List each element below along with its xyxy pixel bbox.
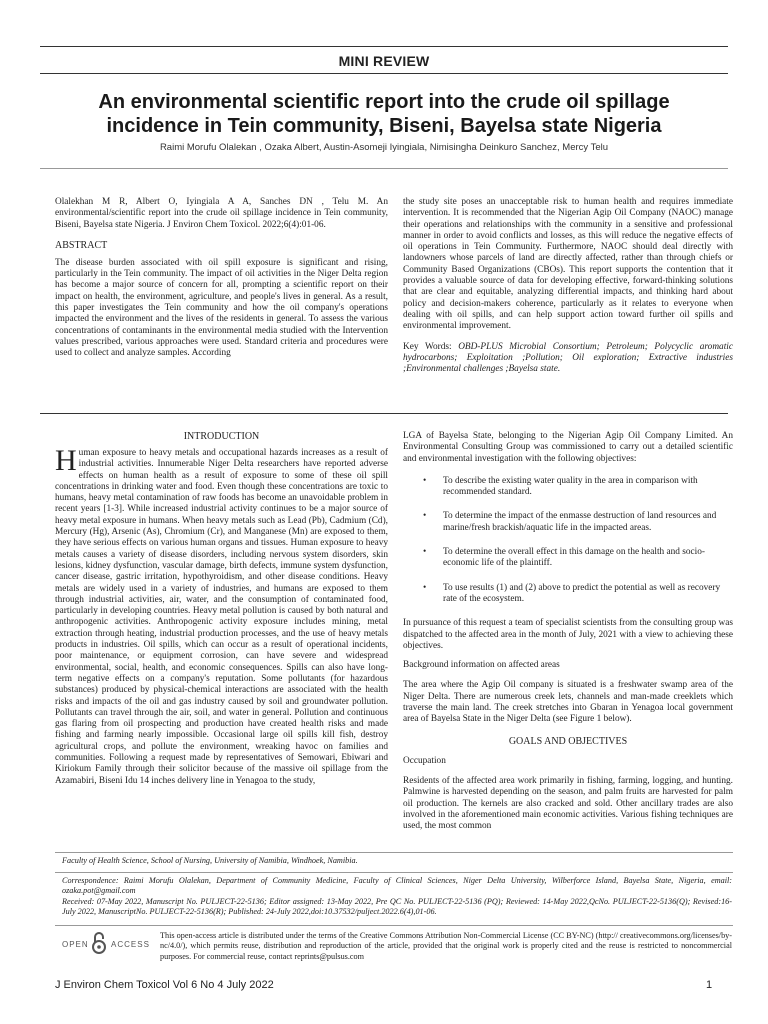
- occupation-text: Residents of the affected area work primarily in fishing, farming, logging, and hunting. Palmwine is harvested depending on the season, and palm fruits are harvested for palm oil production. The kernels are also cracked and sold. Other ancillary trades are also involved in the aforementioned main economic activities. Various fishing techniques are used, the most common: [403, 775, 733, 832]
- list-item: • To use results (1) and (2) above to predict the potential as well as recovery rate of the ecosystem.: [423, 582, 721, 604]
- intro-left-column: [55, 431, 388, 787]
- title-line-1: An environmental scientific report into the crude oil spillage: [98, 91, 670, 113]
- abstract-text: The disease burden associated with oil spill exposure is significant and rising, particularly in the Tein community. The impact of oil activities in the Niger Delta region has become a major source of concern for all, prompting a scientific report on their impact on health, the environment, agriculture, and people's lives in general. As a result, this paper investigates the Tein community and how the oil company's operations impacted the environment and the lives of the residents in general. To assess the various concentrations of contaminants in the environmental media studied with the Intervention values prescribed, various approaches were used. Standard criteria and procedures were used to collect and analyze samples. According: [55, 257, 388, 359]
- abstract-continued: the study site poses an unacceptable risk to human health and requires immediate intervention. It is recommended that the Nigerian Agip Oil Company (NAOC) manage their operations and relationships with the community in a sensitive and professional manner in order to avoid conflicts and losses, as this will reduce the negative effects of oil operations in Tein Community. Furthermore, NAOC should deal directly with landowners whose parcels of land are directly affected, rather than through chiefs or Community Based Organizations (CBOs). This report supports the contention that it provides a valuable source of data for developing effective, forward-thinking solutions that are clear and equitable, analyzing differential impacts, and thinking hard about policy and decision-makers coherence, particularly as it relates to everyone when dealing with oil spills, and can help support action toward further oil spills and environmental improvement.: [403, 197, 733, 332]
- abstract-rule: [40, 413, 728, 414]
- list-item: • To determine the overall effect in this damage on the health and socio-economic life of the plaintiff.: [423, 547, 705, 569]
- pursuance-text: In pursuance of this request a team of specialist scientists from the consulting group was dispatched to the affected area in the month of July, 2021 with a view to achieving these objectives.: [403, 618, 733, 651]
- bullet-icon: •: [423, 582, 427, 593]
- padlock-icon: [90, 931, 108, 955]
- footnote-rule: [55, 852, 733, 853]
- bullet-icon: •: [423, 547, 427, 558]
- introduction-heading: INTRODUCTION: [183, 431, 260, 442]
- list-item: • To determine the impact of the enmasse destruction of land resources and marine/fresh brackish/aquatic life in the impacted areas.: [423, 511, 717, 533]
- license-text: This open-access article is distributed under the terms of the Creative Commons Attribution Non-Commercial License (CC BY-NC) (http:// creativecommons.org/licenses/by-nc/4.0/), which permits reuse, distribution and reproduction of the article, provided that the original work is properly cited and the reuse is restricted to noncommercial purposes. For commercial reuse, contact reprints@pulsus.com: [160, 931, 732, 961]
- objectives-list: [403, 476, 733, 605]
- license-rule: [55, 925, 733, 926]
- citation: Olalekhan M R, Albert O, Iyingiala A A, Sanches DN , Telu M. An environmental/scientific report into the crude oil spillage incidence in Tein community, Biseni, Bayelsa state Nigeria. J Environ Chem Toxicol. 2022;6(4):01-06.: [55, 197, 388, 230]
- header-rule: [40, 73, 728, 74]
- dropcap: H: [55, 444, 77, 477]
- occupation-heading: Occupation: [403, 755, 446, 766]
- authors-rule: [40, 168, 728, 169]
- received-dates: Received: 07-May 2022, Manuscript No. PULJECT-22-5136; Editor assigned: 13-May 2022, Pre QC No. PULJECT-22-5136 (PQ); Reviewed: 14-May 2022,QcNo. PULJECT-22-5136(Q); Revised:16-July 2022, ManuscriptNo. PULJECT-22-5136(R); Published: 24-July 2022,doi:10.37532/pulject.2022.6(4),01-06.: [62, 897, 732, 917]
- author-list: Raimi Morufu Olalekan , Ozaka Albert, Austin-Asomeji Iyingiala, Nimisingha Deinkuro Sanchez, Mercy Telu: [159, 142, 609, 153]
- open-access-logo: [62, 931, 154, 955]
- abstract-left-column: [55, 197, 388, 360]
- introduction-text: [55, 444, 388, 787]
- top-rule: [40, 46, 728, 47]
- background-text: The area where the Agip Oil company is situated is a freshwater swamp area of the Niger Delta. There are numerous creek lets, channels and man-made creeklets which traverse the main land. The creek stretches into Gbaran in Yenagoa local government area of Bayelsa State in the Niger Delta (see Figure 1 below).: [403, 680, 733, 725]
- keywords-label: Key Words:: [403, 341, 452, 352]
- correspondence: Correspondence: Raimi Morufu Olalekan, Department of Community Medicine, Faculty of Clinical Sciences, Niger Delta University, Wilberforce Island, Bayelsa State, Nigeria, email: ozaka.pot@gmail.com: [62, 876, 732, 896]
- article-title: [40, 90, 728, 138]
- keywords-list: OBD-PLUS Microbial Consortium; Petroleum; Polycyclic aromatic hydrocarbons; Exploitation ;Pollution; Oil exploration; Extractive industries ;Environmental challenges ;Bayelsa state.: [403, 341, 733, 375]
- introduction-body: uman exposure to heavy metals and occupational hazards increases as a result of industrial activities. Innumerable Niger Delta researchers have reported adverse effects on human health as a result of exposure to some of these oil spill concentrations in drinking water and food. Even though these concentrations are toxic to humans, heavy metal contamination of raw foods has become an unavoidable problem in recent years [1-3]. While increased industrial activity continues to be a major source of heavy metal exposure in humans. When heavy metals such as Lead (Pb), Cadmium (Cd), Mercury (Hg), Arsenic (As), Chromium (Cr), and Manganese (Mn) are exposed to them, they have serious effects on various human organs and tissues. Human exposure to heavy metals causes a variety of disease disorders, including nervous system disorders, skin lesions, kidney dysfunction, vascular damage, birth defects, immune system dysfunction, cancer disease, gastric irritation, hypothyroidism, and other disease conditions. Heavy metals are widely used in a variety of industries, and humans are exposed to them through industrial activities, air, water, and the consumption of contaminated food, particularly in developing countries. Heavy metal pollution is caused by both natural and anthropogenic activities. Anthropogenic activity exposure includes mining, metal extraction through heating, industrial production processes, and the use of heavy metals products in industries. Oil spills, which can occur as a result of operational incidents, poor maintenance, or equipment corrosion, can have severe and widespread environmental, social, health, and economic consequences. Spills can also have long-term negative effects on a company's reputation. Some pollutants (for hazardous substances) produced by physical-chemical interactions are associated with the health risks and impacts of the oil and gas industry caused by soil and groundwater pollution. Pollutants can travel through the air, soil, and water in general. Pollution and continuous gas flaring from oil prospecting and production have created health risks and made fishing and farming nearly impossible. Occasional large oil spills kill fish, destroy agricultural crops, and pollute the environment, wreaking havoc on families and communities. Following a request made by representatives of Semowari, Ebiwari and Kiriokum Family through their solicitor because of the massive oil spillage from the Azamabiri, Biseni Idu 14 inches delivery line in Yenagoa to the study,: [55, 448, 388, 786]
- journal-footer: J Environ Chem Toxicol Vol 6 No 4 July 2022: [55, 979, 274, 991]
- abstract-right-column: [403, 197, 733, 375]
- affiliation: Faculty of Health Science, School of Nursing, University of Namibia, Windhoek, Namibia.: [62, 856, 358, 865]
- keywords: [403, 342, 733, 376]
- intro-right-column: [403, 431, 733, 832]
- access-label: ACCESS: [111, 940, 150, 949]
- page-number: 1: [706, 979, 713, 991]
- abstract-heading: ABSTRACT: [55, 239, 108, 251]
- list-item: • To describe the existing water quality in the area in comparison with recommended standard.: [423, 475, 698, 498]
- background-heading: Background information on affected areas: [403, 660, 560, 671]
- section-label: MINI REVIEW: [338, 53, 430, 69]
- open-label: OPEN: [62, 940, 89, 949]
- goals-heading: GOALS AND OBJECTIVES: [508, 735, 628, 747]
- objectives-intro: LGA of Bayelsa State, belonging to the Nigerian Agip Oil Company Limited. An Environmental Consulting Group was commissioned to carry out a detailed scientific and environmental investigation with the following objectives:: [403, 431, 733, 464]
- bullet-icon: •: [423, 511, 427, 522]
- footnote-rule-2: [55, 872, 733, 873]
- bullet-icon: •: [423, 475, 427, 486]
- title-line-2: incidence in Tein community, Biseni, Bayelsa state Nigeria: [106, 115, 662, 137]
